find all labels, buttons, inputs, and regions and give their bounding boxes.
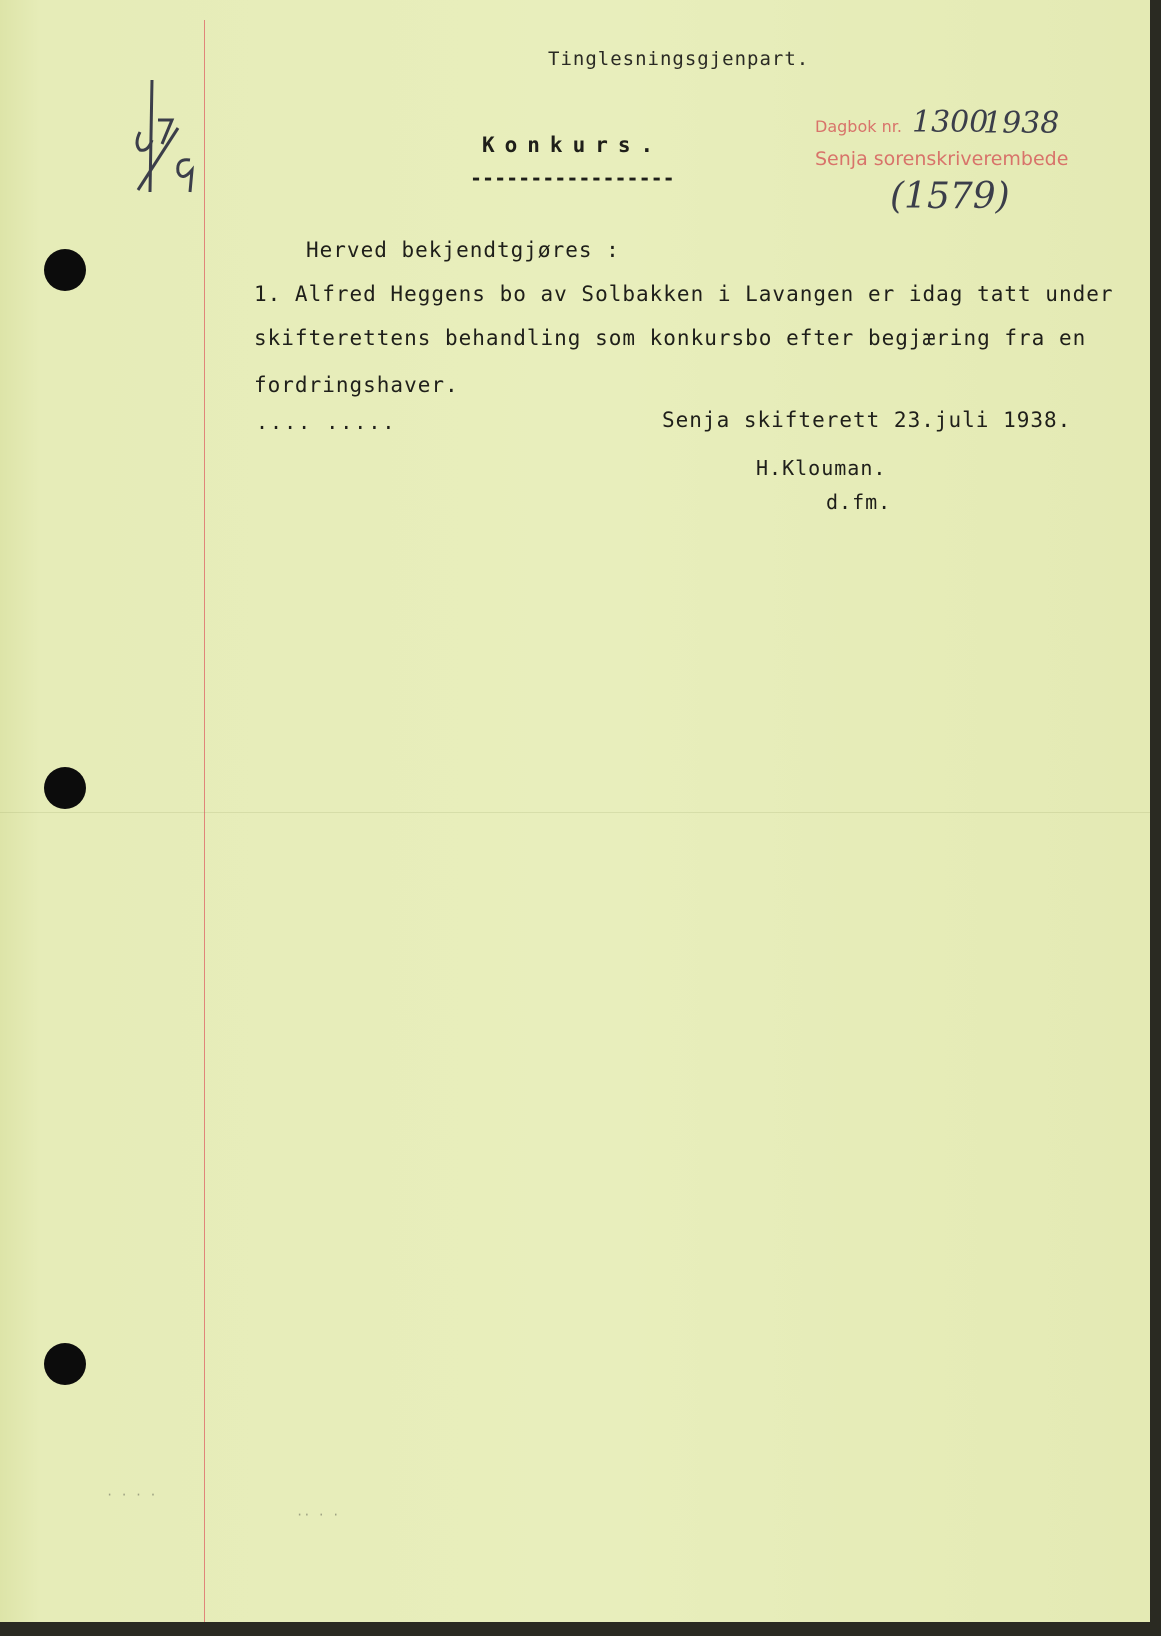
registry-stamp-line1 (815, 117, 902, 136)
punch-hole-top (44, 249, 86, 291)
punch-hole-bottom (44, 1343, 86, 1385)
body-line-3: fordringshaver. (254, 373, 459, 397)
paper-fold (0, 812, 1150, 813)
margin-line (204, 20, 205, 1622)
signature-suffix: d.fm. (826, 490, 892, 514)
paper-smudge: ·· · · (296, 1508, 340, 1522)
punch-hole-middle (44, 767, 86, 809)
place-date: Senja skifterett 23.juli 1938. (662, 408, 1072, 432)
handwritten-year: 1938 (983, 106, 1060, 141)
body-line-2: skifterettens behandling som konkursbo efter begjæring fra en (254, 326, 1087, 350)
registry-stamp-line2: Senja sorenskriverembede (815, 148, 1069, 170)
stamp-prefix: Dagbok nr. (815, 117, 902, 136)
document-header: Tinglesningsgjenpart. (548, 48, 810, 70)
ellipsis-line: .... ..... (256, 410, 397, 434)
handwritten-reference: (1579) (890, 176, 1010, 217)
document-title: Konkurs. (482, 133, 664, 157)
handwritten-diary-number: 1300 (912, 105, 989, 140)
body-line-1: 1. Alfred Heggens bo av Solbakken i Lavangen er idag tatt under (254, 282, 1114, 306)
paper-smudge: · · · · (106, 1488, 157, 1502)
announcement-intro: Herved bekjendtgjøres : (306, 238, 620, 262)
title-rule: ----------------- (470, 166, 675, 190)
signature-name: H.Klouman. (756, 456, 887, 480)
handwritten-margin-note (128, 80, 208, 210)
